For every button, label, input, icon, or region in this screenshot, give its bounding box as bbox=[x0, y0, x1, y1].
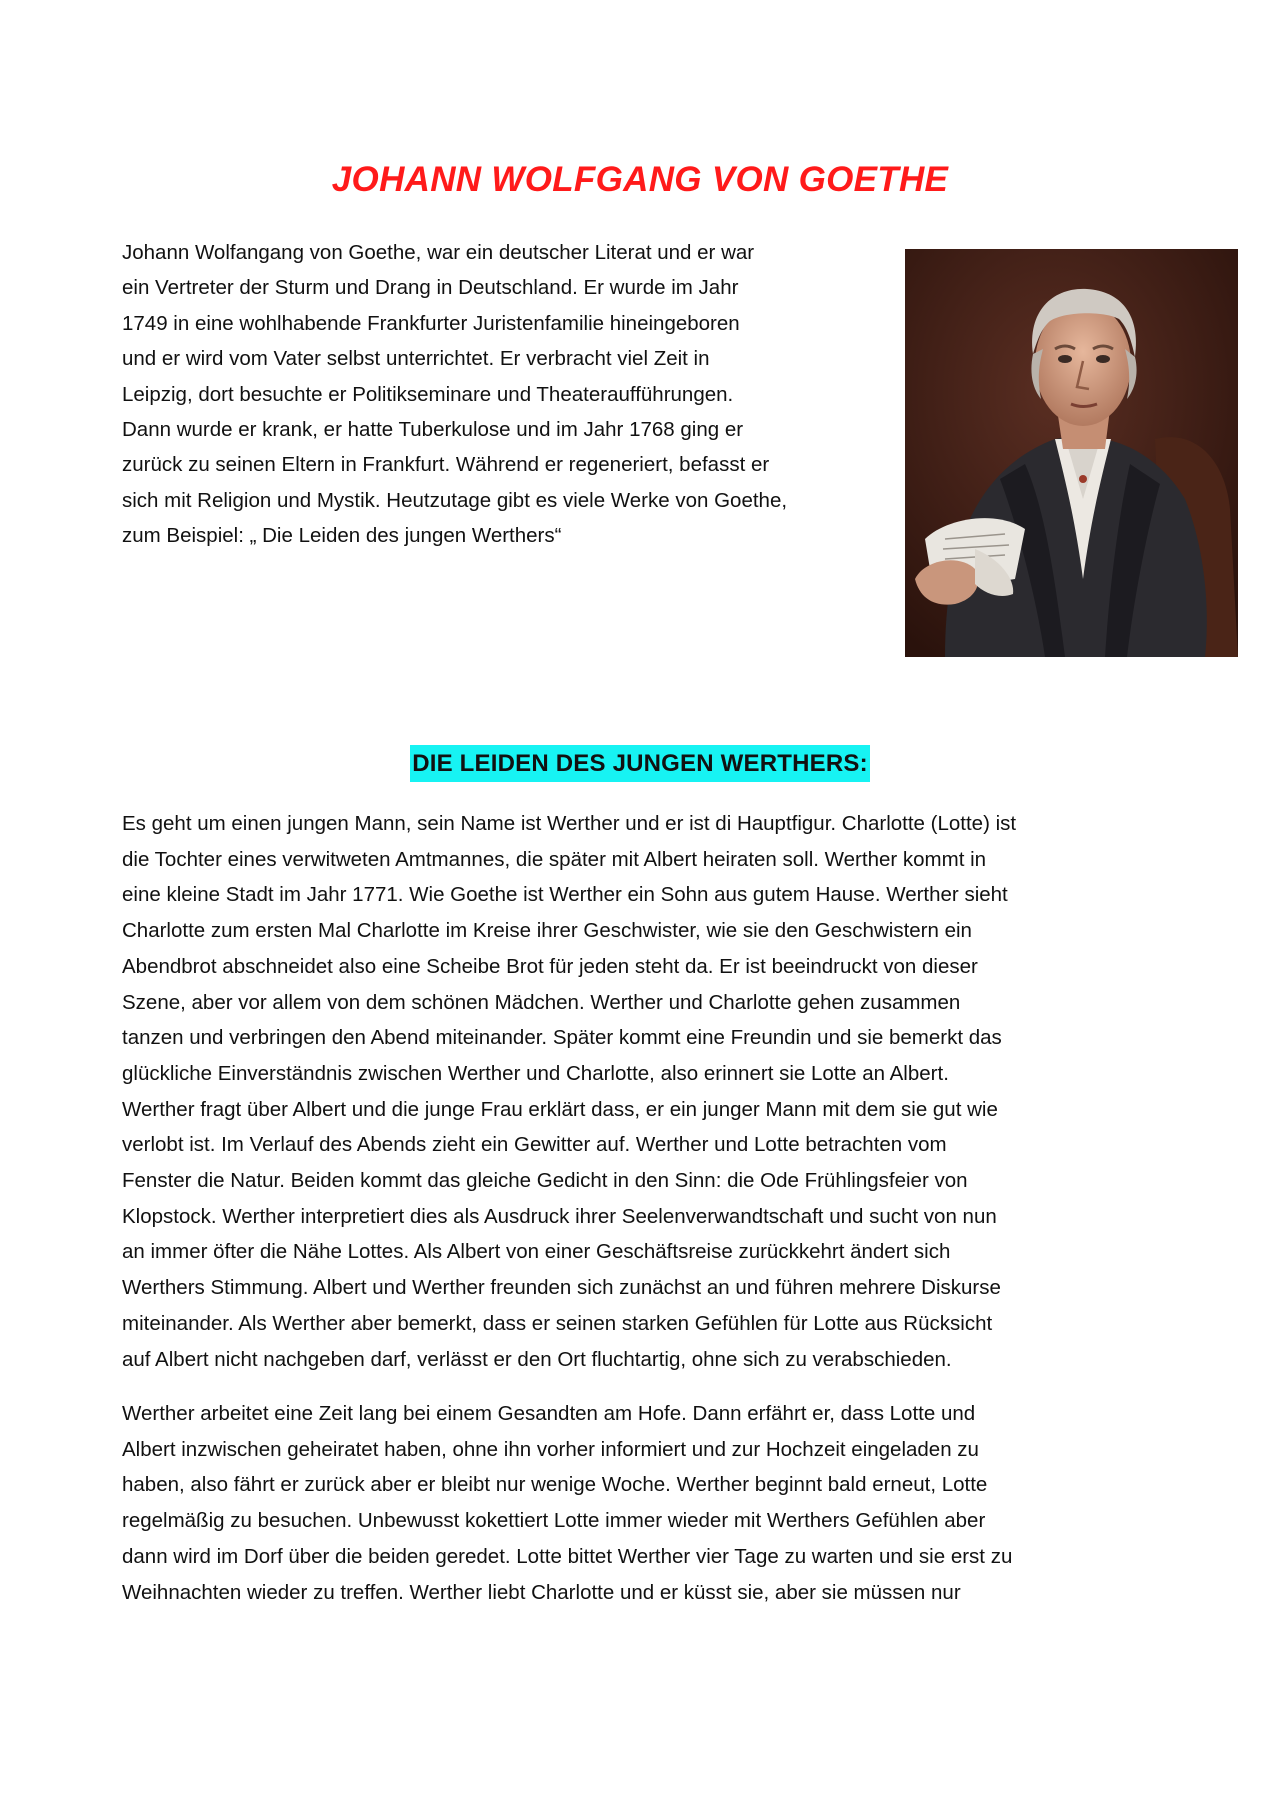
paragraph-line: glückliche Einverständnis zwischen Werther und Charlotte, also erinnert sie Lotte an Albert. bbox=[122, 1061, 949, 1085]
page-title: JOHANN WOLFGANG VON GOETHE bbox=[331, 160, 949, 199]
intro-line: Johann Wolfangang von Goethe, war ein deutscher Literat und er war bbox=[122, 241, 755, 264]
paragraph-line: regelmäßig zu besuchen. Unbewusst kokettiert Lotte immer wieder mit Werthers Gefühlen aber bbox=[122, 1509, 986, 1533]
intro-line: zum Beispiel: „ Die Leiden des jungen Werthers“ bbox=[122, 524, 562, 548]
intro-line: ein Vertreter der Sturm und Drang in Deutschland. Er wurde im Jahr bbox=[122, 276, 739, 300]
paragraph-line: die Tochter eines verwitweten Amtmannes, die später mit Albert heiraten soll. Werther kommt in bbox=[122, 847, 987, 871]
paragraph-line: dann wird im Dorf über die beiden geredet. Lotte bittet Werther vier Tage zu warten und sie erst zu bbox=[122, 1544, 1013, 1568]
paragraph-line: Werther fragt über Albert und die junge Frau erklärt dass, er ein junger Mann mit dem sie gut wie bbox=[122, 1097, 998, 1121]
section-heading-wrap bbox=[0, 745, 1280, 782]
paragraph-line: Klopstock. Werther interpretiert dies als Ausdruck ihrer Seelenverwandtschaft und sucht von nun bbox=[122, 1204, 997, 1228]
intro-line: und er wird vom Vater selbst unterrichtet. Er verbracht viel Zeit in bbox=[122, 347, 710, 371]
paragraph-line: Charlotte zum ersten Mal Charlotte im Kreise ihrer Geschwister, wie sie den Geschwistern ein bbox=[122, 919, 972, 943]
paragraph-line: Weihnachten wieder zu treffen. Werther liebt Charlotte und er küsst sie, aber sie müssen nur bbox=[122, 1580, 961, 1604]
paragraph-line: haben, also fährt er zurück aber er bleibt nur wenige Woche. Werther beginnt bald erneut, Lotte bbox=[122, 1473, 988, 1497]
section-heading: DIE LEIDEN DES JUNGEN WERTHERS: bbox=[410, 745, 870, 782]
intro-paragraph bbox=[122, 235, 892, 554]
intro-line: Leipzig, dort besuchte er Politikseminare und Theateraufführungen. bbox=[122, 382, 734, 406]
story-paragraph-1 bbox=[122, 806, 1167, 1377]
story-paragraph-2 bbox=[122, 1396, 1167, 1610]
portrait-of-goethe-icon bbox=[905, 249, 1238, 657]
paragraph-line: Werther arbeitet eine Zeit lang bei einem Gesandten am Hofe. Dann erfährt er, dass Lotte und bbox=[122, 1402, 976, 1425]
paragraph-line: Szene, aber vor allem von dem schönen Mädchen. Werther und Charlotte gehen zusammen bbox=[122, 990, 961, 1014]
paragraph-line: an immer öfter die Nähe Lottes. Als Albert von einer Geschäftsreise zurückkehrt ändert sich bbox=[122, 1240, 951, 1264]
paragraph-line: Albert inzwischen geheiratet haben, ohne ihn vorher informiert und zur Hochzeit eingeladen zu bbox=[122, 1437, 979, 1461]
paragraph-line: tanzen und verbringen den Abend miteinander. Später kommt eine Freundin und sie bemerkt das bbox=[122, 1026, 1002, 1050]
intro-line: Dann wurde er krank, er hatte Tuberkulose und im Jahr 1768 ging er bbox=[122, 418, 744, 442]
paragraph-line: miteinander. Als Werther aber bemerkt, dass er seinen starken Gefühlen für Lotte aus Rücksicht bbox=[122, 1311, 993, 1335]
intro-line: 1749 in eine wohlhabende Frankfurter Juristenfamilie hineingeboren bbox=[122, 311, 740, 335]
paragraph-line: auf Albert nicht nachgeben darf, verlässt er den Ort fluchtartig, ohne sich zu verabschieden. bbox=[122, 1347, 952, 1371]
paragraph-line: verlobt ist. Im Verlauf des Abends zieht ein Gewitter auf. Werther und Lotte betrachten vom bbox=[122, 1133, 947, 1157]
paragraph-line: eine kleine Stadt im Jahr 1771. Wie Goethe ist Werther ein Sohn aus gutem Hause. Werther sieht bbox=[122, 883, 1008, 907]
paragraph-line: Werthers Stimmung. Albert und Werther freunden sich zunächst an und führen mehrere Diskurse bbox=[122, 1276, 1001, 1300]
intro-line: sich mit Religion und Mystik. Heutzutage gibt es viele Werke von Goethe, bbox=[122, 488, 788, 512]
paragraph-line: Fenster die Natur. Beiden kommt das gleiche Gedicht in den Sinn: die Ode Frühlingsfeier von bbox=[122, 1169, 968, 1193]
paragraph-line: Abendbrot abschneidet also eine Scheibe Brot für jeden steht da. Er ist beeindruckt von dieser bbox=[122, 954, 978, 978]
paragraph-line: Es geht um einen jungen Mann, sein Name ist Werther und er ist di Hauptfigur. Charlotte (Lotte) ist bbox=[122, 812, 1017, 835]
intro-line: zurück zu seinen Eltern in Frankfurt. Während er regeneriert, befasst er bbox=[122, 453, 770, 477]
